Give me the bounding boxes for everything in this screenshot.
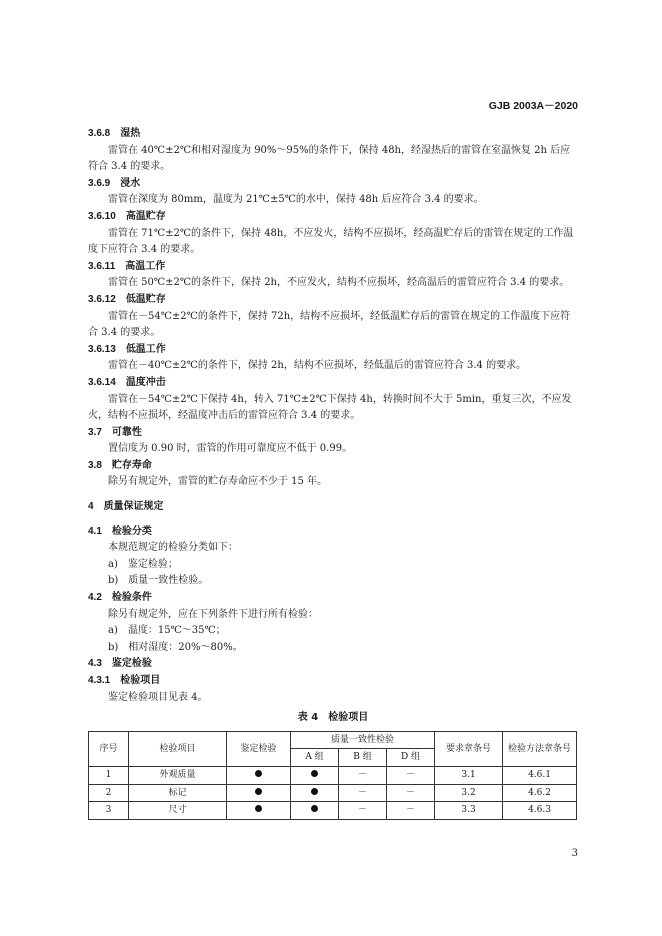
cell-qualification bbox=[227, 766, 291, 784]
section-number: 3.6.9 bbox=[88, 177, 111, 189]
cell-method: 4.6.2 bbox=[503, 784, 577, 802]
paragraph: 雷管在 71℃±2℃的条件下，保持 48h，不应发火，结构不应损坏，经高温贮存后的雷管在规定的工作温度下应符合 3.4 的要求。 bbox=[88, 227, 574, 256]
section-heading bbox=[88, 375, 578, 392]
cell-group-d: － bbox=[387, 802, 435, 820]
inspection-items-table bbox=[88, 731, 577, 820]
cell-item: 外观质量 bbox=[129, 766, 227, 784]
section-title: 鉴定检验 bbox=[111, 658, 152, 670]
col-header-group-b: B 组 bbox=[339, 749, 387, 767]
cell-method: 4.6.1 bbox=[503, 766, 577, 784]
col-header-group-d: D 组 bbox=[387, 749, 435, 767]
cell-group-a bbox=[291, 784, 339, 802]
section-number: 3.7 bbox=[88, 426, 102, 438]
paragraph: 除另有规定外，应在下列条件下进行所有检验： bbox=[108, 608, 318, 620]
section-heading bbox=[88, 292, 578, 309]
section-heading bbox=[88, 458, 578, 475]
section-number: 3.6.11 bbox=[88, 260, 116, 272]
paragraph: 雷管在 40℃±2℃和相对湿度为 90%～95%的条件下，保持 48h，经湿热后的雷管在室温恢复 2h 后应符合 3.4 的要求。 bbox=[88, 144, 571, 173]
paragraph: 鉴定检验项目见表 4。 bbox=[108, 691, 208, 703]
standard-code: GJB 2003A－2020 bbox=[488, 100, 578, 112]
cell-seq: 3 bbox=[89, 802, 129, 820]
cell-requirement: 3.3 bbox=[435, 802, 503, 820]
section-number: 4.2 bbox=[88, 592, 102, 604]
section-heading bbox=[88, 342, 578, 359]
cell-group-a bbox=[291, 802, 339, 820]
paragraph: 除另有规定外，雷管的贮存寿命应不少于 15 年。 bbox=[108, 476, 328, 488]
section-heading bbox=[88, 590, 578, 607]
cell-item: 尺寸 bbox=[129, 802, 227, 820]
col-header-item: 检验项目 bbox=[129, 731, 227, 766]
cell-group-a bbox=[291, 766, 339, 784]
cell-qualification bbox=[227, 784, 291, 802]
section-title: 低温工作 bbox=[125, 343, 166, 355]
section-heading bbox=[88, 524, 578, 541]
list-item: b) 质量一致性检验。 bbox=[108, 575, 209, 587]
col-header-seq: 序号 bbox=[89, 731, 129, 766]
section-title: 可靠性 bbox=[111, 426, 142, 438]
table-row bbox=[89, 802, 577, 820]
list-item: a) 温度：15℃～35℃； bbox=[108, 625, 226, 637]
col-header-conformance: 质量一致性检验 bbox=[291, 731, 435, 749]
col-header-requirement: 要求章条号 bbox=[435, 731, 503, 766]
section-title: 检验分类 bbox=[111, 525, 152, 537]
filled-dot-icon bbox=[311, 805, 318, 812]
paragraph: 雷管在－54℃±2℃下保持 4h，转入 71℃±2℃下保持 4h，转换时间不大于 5min，重复三次，不应发火，结构不应损坏，经温度冲击后的雷管应符合 3.4 的要求。 bbox=[88, 393, 572, 422]
section-number: 3.6.10 bbox=[88, 210, 116, 222]
paragraph: 本规范规定的检验分类如下： bbox=[108, 542, 238, 554]
cell-seq: 1 bbox=[89, 766, 129, 784]
paragraph: 雷管在深度为 80mm，温度为 21℃±5℃的水中，保持 48h 后应符合 3.4 的要求。 bbox=[108, 194, 484, 206]
list-item: b) 相对湿度：20%～80%。 bbox=[108, 641, 243, 653]
cell-group-b: － bbox=[339, 766, 387, 784]
section-title: 检验项目 bbox=[120, 675, 161, 686]
cell-group-d: － bbox=[387, 766, 435, 784]
section-title: 湿热 bbox=[120, 128, 141, 139]
paragraph: 雷管在－40℃±2℃的条件下，保持 2h，结构不应损坏，经低温后的雷管应符合 3.4 的要求。 bbox=[108, 360, 527, 372]
cell-group-d: － bbox=[387, 784, 435, 802]
filled-dot-icon bbox=[255, 770, 262, 777]
section-title: 温度冲击 bbox=[125, 376, 166, 388]
table-caption: 表 4 检验项目 bbox=[297, 712, 369, 724]
section-number: 4.1 bbox=[88, 525, 102, 537]
cell-group-b: － bbox=[339, 802, 387, 820]
section-number: 3.6.8 bbox=[88, 128, 111, 139]
cell-qualification bbox=[227, 802, 291, 820]
table-row bbox=[89, 766, 577, 784]
cell-item: 标记 bbox=[129, 784, 227, 802]
section-heading bbox=[88, 425, 578, 442]
cell-method: 4.6.3 bbox=[503, 802, 577, 820]
section-heading bbox=[88, 209, 578, 226]
section-title: 低温贮存 bbox=[125, 293, 166, 305]
chapter-title: 质量保证规定 bbox=[103, 501, 164, 513]
cell-requirement: 3.1 bbox=[435, 766, 503, 784]
section-number: 3.6.14 bbox=[88, 376, 116, 388]
filled-dot-icon bbox=[311, 770, 318, 777]
col-header-group-a: A 组 bbox=[291, 749, 339, 767]
table-row bbox=[89, 784, 577, 802]
paragraph: 雷管在－54℃±2℃的条件下，保持 72h，结构不应损坏，经低温贮存后的雷管在规定的工作温度下应符合 3.4 的要求。 bbox=[88, 310, 571, 339]
section-number: 4.3 bbox=[88, 658, 102, 670]
chapter-heading bbox=[88, 499, 578, 516]
document-body bbox=[88, 126, 578, 820]
list-item: a) 鉴定检验； bbox=[108, 558, 178, 570]
section-heading bbox=[88, 656, 578, 673]
section-heading bbox=[88, 259, 578, 276]
section-number: 3.6.13 bbox=[88, 343, 116, 355]
section-heading bbox=[88, 126, 578, 143]
col-header-qualification: 鉴定检验 bbox=[227, 731, 291, 766]
chapter-number: 4 bbox=[88, 501, 94, 513]
section-title: 高温工作 bbox=[125, 260, 166, 272]
col-header-method: 检验方法章条号 bbox=[503, 731, 577, 766]
section-heading bbox=[88, 673, 578, 690]
section-number: 3.8 bbox=[88, 459, 102, 471]
section-title: 浸水 bbox=[120, 177, 141, 189]
section-number: 3.6.12 bbox=[88, 293, 116, 305]
filled-dot-icon bbox=[255, 788, 262, 795]
cell-seq: 2 bbox=[89, 784, 129, 802]
page-number: 3 bbox=[571, 848, 578, 859]
section-title: 贮存寿命 bbox=[111, 459, 152, 471]
section-number: 4.3.1 bbox=[88, 675, 111, 686]
filled-dot-icon bbox=[255, 805, 262, 812]
section-title: 高温贮存 bbox=[125, 210, 166, 222]
paragraph: 雷管在 50℃±2℃的条件下，保持 2h，不应发火，结构不应损坏，经高温后的雷管应符合 3.4 的要求。 bbox=[108, 277, 570, 289]
section-heading bbox=[88, 176, 578, 193]
section-title: 检验条件 bbox=[111, 592, 152, 604]
filled-dot-icon bbox=[311, 788, 318, 795]
cell-group-b: － bbox=[339, 784, 387, 802]
paragraph: 置信度为 0.90 时，雷管的作用可靠度应不低于 0.99。 bbox=[108, 443, 353, 455]
cell-requirement: 3.2 bbox=[435, 784, 503, 802]
